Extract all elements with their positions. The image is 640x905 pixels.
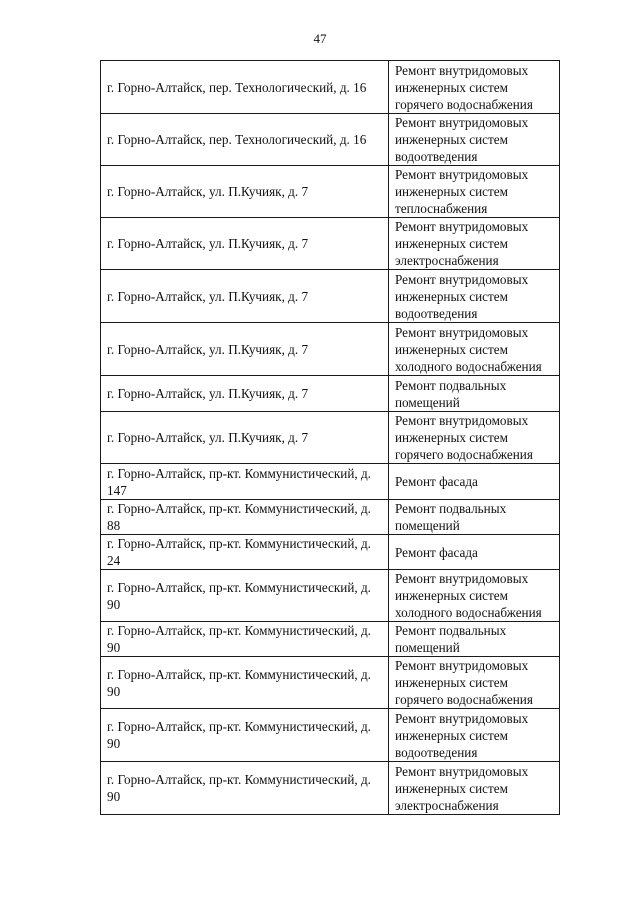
address-cell: г. Горно-Алтайск, пр-кт. Коммунистический, д. 90 (101, 570, 389, 622)
table-row (101, 570, 560, 622)
address-cell: г. Горно-Алтайск, ул. П.Кучияк, д. 7 (101, 376, 389, 412)
address-cell: г. Горно-Алтайск, пр-кт. Коммунистический, д. 90 (101, 622, 389, 657)
work-type-cell: Ремонт внутридомовых инженерных систем горячего водоснабжения (389, 61, 560, 114)
table-row (101, 323, 560, 376)
address-cell: г. Горно-Алтайск, пр-кт. Коммунистический, д. 90 (101, 762, 389, 815)
table-row (101, 270, 560, 323)
address-cell: г. Горно-Алтайск, пр-кт. Коммунистический, д. 90 (101, 709, 389, 762)
address-cell: г. Горно-Алтайск, пр-кт. Коммунистический, д. 24 (101, 535, 389, 570)
address-cell: г. Горно-Алтайск, пр-кт. Коммунистический, д. 90 (101, 657, 389, 709)
address-cell: г. Горно-Алтайск, пр-кт. Коммунистический, д. 88 (101, 500, 389, 535)
table-row (101, 657, 560, 709)
table-row (101, 762, 560, 815)
work-type-cell: Ремонт фасада (389, 535, 560, 570)
address-cell: г. Горно-Алтайск, пер. Технологический, д. 16 (101, 61, 389, 114)
address-cell: г. Горно-Алтайск, ул. П.Кучияк, д. 7 (101, 323, 389, 376)
address-cell: г. Горно-Алтайск, ул. П.Кучияк, д. 7 (101, 270, 389, 323)
work-type-cell: Ремонт фасада (389, 464, 560, 500)
table-row (101, 218, 560, 270)
work-type-cell: Ремонт внутридомовых инженерных систем теплоснабжения (389, 166, 560, 218)
work-type-cell: Ремонт внутридомовых инженерных систем горячего водоснабжения (389, 412, 560, 464)
work-type-cell: Ремонт подвальных помещений (389, 376, 560, 412)
work-type-cell: Ремонт внутридомовых инженерных систем электроснабжения (389, 218, 560, 270)
table-row (101, 535, 560, 570)
address-cell: г. Горно-Алтайск, ул. П.Кучияк, д. 7 (101, 218, 389, 270)
table-row (101, 500, 560, 535)
table-row (101, 114, 560, 166)
address-cell: г. Горно-Алтайск, пр-кт. Коммунистический, д. 147 (101, 464, 389, 500)
table-row (101, 412, 560, 464)
table-row (101, 622, 560, 657)
address-cell: г. Горно-Алтайск, ул. П.Кучияк, д. 7 (101, 412, 389, 464)
table-row (101, 61, 560, 114)
works-table (100, 60, 560, 815)
address-cell: г. Горно-Алтайск, пер. Технологический, д. 16 (101, 114, 389, 166)
work-type-cell: Ремонт внутридомовых инженерных систем водоотведения (389, 270, 560, 323)
table-row (101, 376, 560, 412)
work-type-cell: Ремонт внутридомовых инженерных систем горячего водоснабжения (389, 657, 560, 709)
work-type-cell: Ремонт внутридомовых инженерных систем водоотведения (389, 709, 560, 762)
work-type-cell: Ремонт внутридомовых инженерных систем электроснабжения (389, 762, 560, 815)
table-row (101, 709, 560, 762)
address-cell: г. Горно-Алтайск, ул. П.Кучияк, д. 7 (101, 166, 389, 218)
work-type-cell: Ремонт внутридомовых инженерных систем водоотведения (389, 114, 560, 166)
table-row (101, 166, 560, 218)
work-type-cell: Ремонт внутридомовых инженерных систем холодного водоснабжения (389, 570, 560, 622)
work-type-cell: Ремонт внутридомовых инженерных систем холодного водоснабжения (389, 323, 560, 376)
work-type-cell: Ремонт подвальных помещений (389, 622, 560, 657)
work-type-cell: Ремонт подвальных помещений (389, 500, 560, 535)
table-row (101, 464, 560, 500)
page-number: 47 (313, 31, 327, 46)
